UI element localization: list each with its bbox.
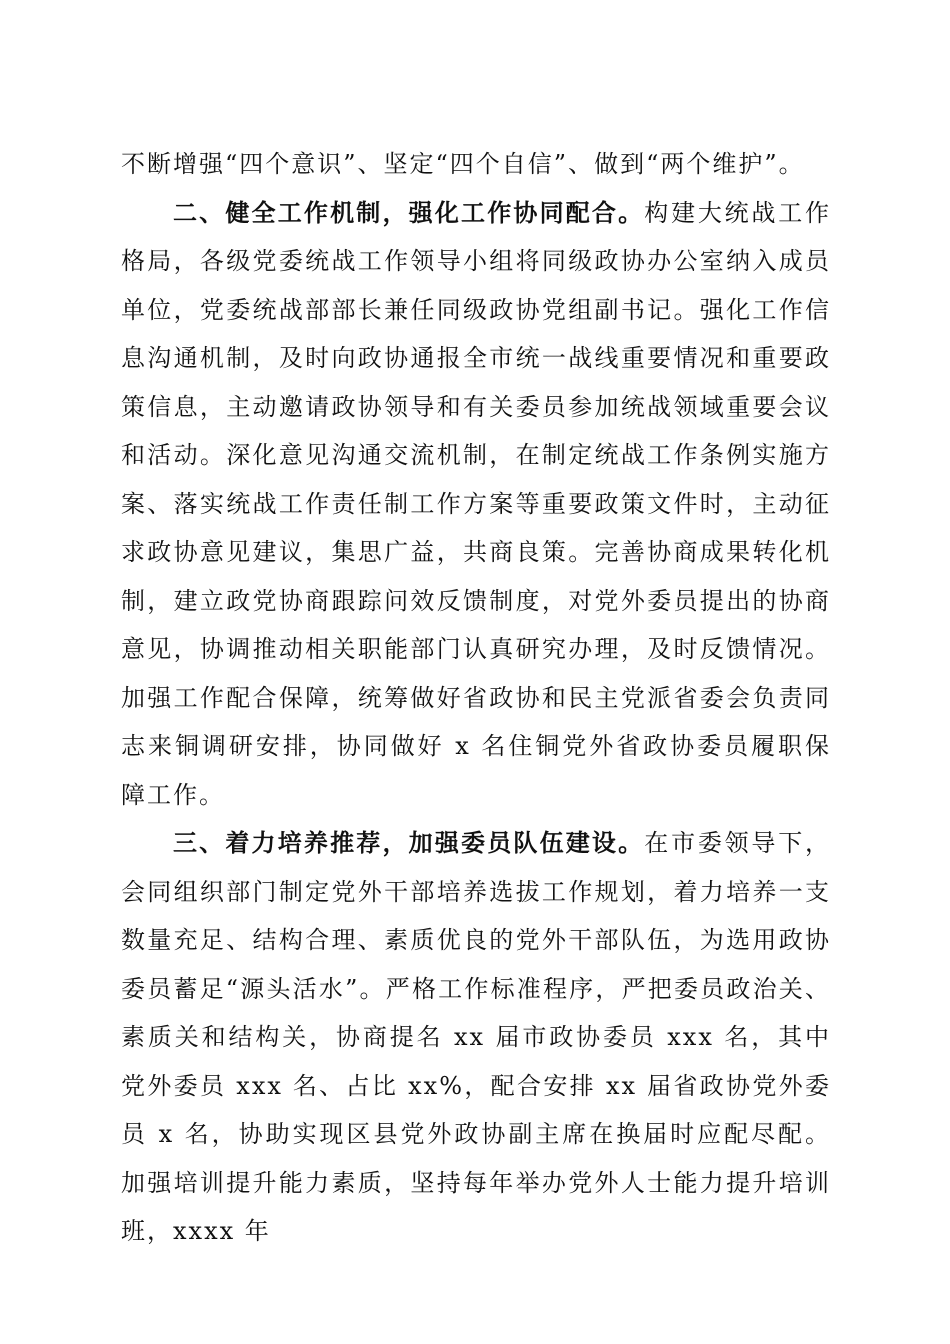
paragraph-section-3 xyxy=(121,819,831,1256)
section-2-heading: 二、健全工作机制，强化工作协同配合。 xyxy=(173,198,645,227)
document-body xyxy=(121,140,831,1256)
section-2-text: 构建大统战工作格局，各级党委统战工作领导小组将同级政协办公室纳入成员单位，党委统战部部长兼任同级政协党组副书记。强化工作信息沟通机制，及时向政协通报全市统一战线重要情况和重要政策信息，主动邀请政协领导和有关委员参加统战领域重要会议和活动。深化意见沟通交流机制，在制定统战工作条例实施方案、落实统战工作责任制工作方案等重要政策文件时，主动征求政协意见建议，集思广益，共商良策。完善协商成果转化机制，建立政党协商跟踪问效反馈制度，对党外委员提出的协商意见，协调推动相关职能部门认真研究办理，及时反馈情况。加强工作配合保障，统筹做好省政协和民主党派省委会负责同志来铜调研安排，协同做好 x 名住铜党外省政协委员履职保障工作。 xyxy=(121,198,831,809)
section-3-heading: 三、着力培养推荐，加强委员队伍建设。 xyxy=(173,829,645,857)
paragraph-section-2 xyxy=(121,189,831,820)
paragraph-continuation xyxy=(121,140,831,189)
section-3-text: 在市委领导下，会同组织部门制定党外干部培养选拔工作规划，着力培养一支数量充足、结构合理、素质优良的党外干部队伍，为选用政协委员蓄足“源头活水”。严格工作标准程序，严把委员政治关、素质关和结构关，协商提名 xx 届市政协委员 xxx 名，其中党外委员 xxx 名、占比 xx%，配合安排 xx 届省政协党外委员 x 名，协助实现区县党外政协副主席在换届时应配尽配。加强培训提升能力素质，坚持每年举办党外人士能力提升培训班，xxxx 年 xyxy=(121,829,831,1245)
paragraph-1-text: 不断增强“四个意识”、坚定“四个自信”、做到“两个维护”。 xyxy=(121,150,805,178)
